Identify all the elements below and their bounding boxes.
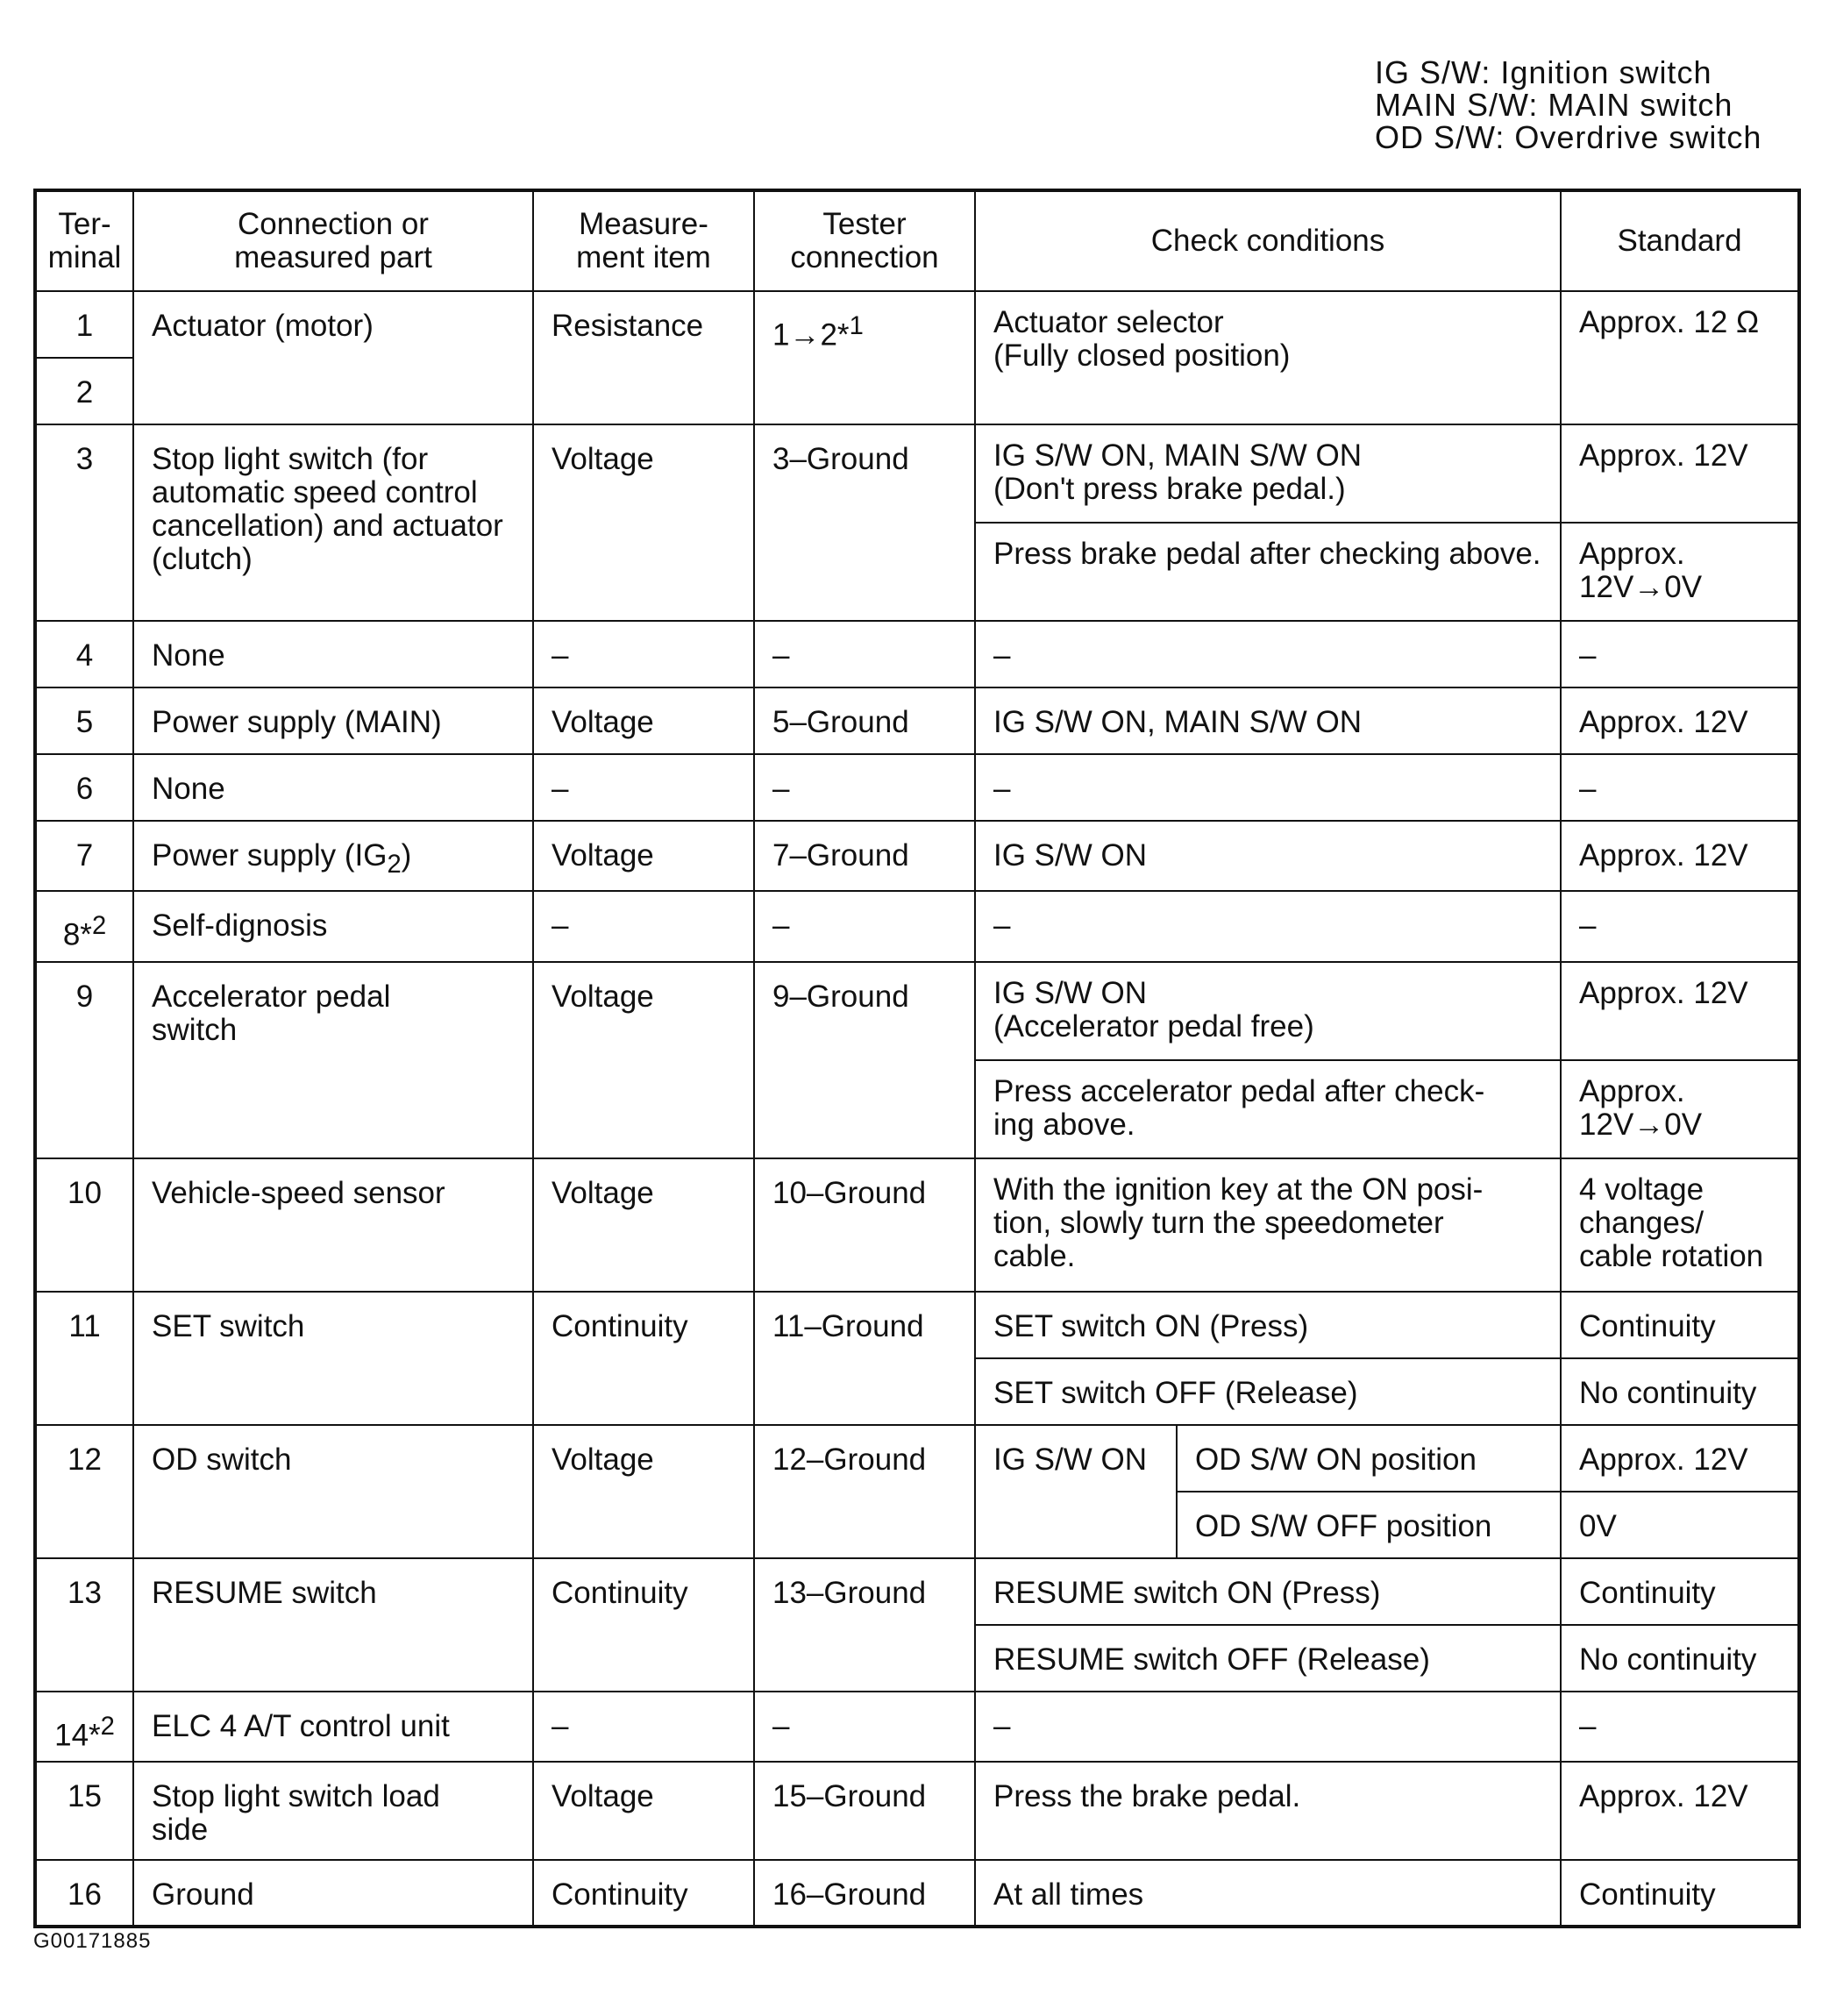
legend-ig: IG S/W: Ignition switch — [1375, 54, 1712, 90]
standard-cell: – — [1561, 754, 1799, 821]
item-cell: Voltage — [533, 1425, 754, 1558]
condition-main-cell: IG S/W ON — [975, 1425, 1177, 1558]
tester-cell: 1→2*$^1$ — [754, 291, 975, 424]
standard-cell: Approx. 12 Ω — [1561, 291, 1799, 424]
terminal-cell: 13 — [35, 1558, 133, 1692]
part-cell: Ground — [133, 1860, 533, 1927]
terminal-cell: 10 — [35, 1158, 133, 1292]
table-row — [35, 1158, 1799, 1292]
condition-cell: – — [975, 754, 1561, 821]
tester-cell: – — [754, 891, 975, 962]
table-row — [35, 1762, 1799, 1860]
condition-cell: SET switch ON (Press) — [975, 1292, 1561, 1358]
terminal-cell: 4 — [35, 621, 133, 687]
terminal-cell: 3 — [35, 424, 133, 621]
item-cell: Voltage — [533, 424, 754, 621]
terminal-cell: 9 — [35, 962, 133, 1158]
condition-cell: RESUME switch ON (Press) — [975, 1558, 1561, 1625]
standard-cell: Continuity — [1561, 1558, 1799, 1625]
item-cell: – — [533, 1692, 754, 1763]
item-cell: Voltage — [533, 821, 754, 891]
part-cell: Stop light switch load side — [133, 1762, 533, 1860]
standard-cell: No continuity — [1561, 1625, 1799, 1692]
standard-cell: Approx. 12V — [1561, 424, 1799, 523]
terminal-cell: 7 — [35, 821, 133, 891]
figure-code: G00171885 — [33, 1929, 152, 1953]
item-cell: Voltage — [533, 1158, 754, 1292]
tester-cell: 13–Ground — [754, 1558, 975, 1692]
tester-cell: 7–Ground — [754, 821, 975, 891]
abbreviation-legend — [1375, 56, 1761, 153]
part-cell: Stop light switch (for automatic speed control cancellation) and actuator (clutch) — [133, 424, 533, 621]
part-cell: Actuator (motor) — [133, 291, 533, 424]
condition-cell: OD S/W ON position — [1177, 1425, 1561, 1492]
terminal-cell: 1 — [35, 291, 133, 358]
terminal-cell: 16 — [35, 1860, 133, 1927]
condition-cell: With the ignition key at the ON posi- tion, slowly turn the speedometer cable. — [975, 1158, 1561, 1292]
condition-cell: SET switch OFF (Release) — [975, 1358, 1561, 1425]
condition-cell: Press brake pedal after checking above. — [975, 523, 1561, 621]
tester-cell: 10–Ground — [754, 1158, 975, 1292]
tester-cell: 11–Ground — [754, 1292, 975, 1425]
standard-cell: Continuity — [1561, 1292, 1799, 1358]
item-cell: Resistance — [533, 291, 754, 424]
legend-main: MAIN S/W: MAIN switch — [1375, 87, 1733, 123]
table-row — [35, 291, 1799, 358]
tester-cell: – — [754, 1692, 975, 1763]
tester-cell: 9–Ground — [754, 962, 975, 1158]
standard-cell: No continuity — [1561, 1358, 1799, 1425]
condition-cell: – — [975, 621, 1561, 687]
condition-cell: IG S/W ON (Accelerator pedal free) — [975, 962, 1561, 1060]
condition-cell: IG S/W ON, MAIN S/W ON — [975, 687, 1561, 754]
tester-cell: – — [754, 754, 975, 821]
tester-cell: 12–Ground — [754, 1425, 975, 1558]
terminal-check-table — [33, 189, 1801, 1928]
part-cell: Power supply (MAIN) — [133, 687, 533, 754]
standard-cell: Approx. 12V — [1561, 821, 1799, 891]
standard-cell: 4 voltage changes/ cable rotation — [1561, 1158, 1799, 1292]
condition-cell: – — [975, 891, 1561, 962]
table-row — [35, 1692, 1799, 1763]
table-row — [35, 1292, 1799, 1358]
standard-cell: – — [1561, 621, 1799, 687]
standard-cell: Approx. 12V — [1561, 1425, 1799, 1492]
item-cell: Voltage — [533, 687, 754, 754]
standard-cell: Approx. 12V — [1561, 687, 1799, 754]
header-part: Connection or measured part — [133, 190, 533, 291]
header-terminal: Ter- minal — [35, 190, 133, 291]
condition-cell: At all times — [975, 1860, 1561, 1927]
condition-cell: RESUME switch OFF (Release) — [975, 1625, 1561, 1692]
legend-od: OD S/W: Overdrive switch — [1375, 119, 1762, 155]
condition-cell: Press accelerator pedal after check- ing above. — [975, 1060, 1561, 1158]
table-row — [35, 962, 1799, 1060]
condition-cell — [975, 291, 1561, 424]
condition-cell: OD S/W OFF position — [1177, 1492, 1561, 1558]
terminal-cell: 15 — [35, 1762, 133, 1860]
standard-cell: Approx. 12V→0V — [1561, 523, 1799, 621]
table-row — [35, 891, 1799, 962]
part-cell: None — [133, 754, 533, 821]
condition-cell: – — [975, 1692, 1561, 1763]
terminal-cell: 14*$^2$ — [35, 1692, 133, 1763]
table-row — [35, 1558, 1799, 1625]
tester-cell: 16–Ground — [754, 1860, 975, 1927]
item-cell: – — [533, 621, 754, 687]
tester-cell: – — [754, 621, 975, 687]
standard-cell: 0V — [1561, 1492, 1799, 1558]
terminal-cell: 12 — [35, 1425, 133, 1558]
condition-line: Actuator selector — [993, 305, 1224, 339]
table-row — [35, 1860, 1799, 1927]
table-row — [35, 754, 1799, 821]
condition-cell: IG S/W ON, MAIN S/W ON (Don't press brake pedal.) — [975, 424, 1561, 523]
table-row — [35, 821, 1799, 891]
tester-cell: 15–Ground — [754, 1762, 975, 1860]
part-cell: OD switch — [133, 1425, 533, 1558]
standard-cell: – — [1561, 891, 1799, 962]
table-row — [35, 424, 1799, 523]
part-cell: Vehicle-speed sensor — [133, 1158, 533, 1292]
item-cell: Continuity — [533, 1860, 754, 1927]
terminal-cell: 6 — [35, 754, 133, 821]
part-cell: Power supply $(IG_2)$ — [133, 821, 533, 891]
terminal-cell: 11 — [35, 1292, 133, 1425]
item-cell: Continuity — [533, 1558, 754, 1692]
header-standard: Standard — [1561, 190, 1799, 291]
condition-line: (Fully closed position) — [993, 338, 1291, 373]
header-conditions: Check conditions — [975, 190, 1561, 291]
part-cell: Accelerator pedal switch — [133, 962, 533, 1158]
item-cell: Continuity — [533, 1292, 754, 1425]
item-cell: Voltage — [533, 1762, 754, 1860]
item-cell: – — [533, 754, 754, 821]
table-row — [35, 687, 1799, 754]
standard-cell: Approx. 12V→0V — [1561, 1060, 1799, 1158]
condition-cell: IG S/W ON — [975, 821, 1561, 891]
table-row — [35, 621, 1799, 687]
standard-cell: Approx. 12V — [1561, 1762, 1799, 1860]
terminal-cell: 5 — [35, 687, 133, 754]
header-item: Measure- ment item — [533, 190, 754, 291]
standard-cell: – — [1561, 1692, 1799, 1763]
tester-cell: 3–Ground — [754, 424, 975, 621]
standard-cell: Approx. 12V — [1561, 962, 1799, 1060]
part-cell: RESUME switch — [133, 1558, 533, 1692]
item-cell: Voltage — [533, 962, 754, 1158]
tester-cell: 5–Ground — [754, 687, 975, 754]
part-cell: SET switch — [133, 1292, 533, 1425]
item-cell: – — [533, 891, 754, 962]
part-cell: ELC 4 A/T control unit — [133, 1692, 533, 1763]
standard-cell: Continuity — [1561, 1860, 1799, 1927]
condition-cell: Press the brake pedal. — [975, 1762, 1561, 1860]
table-row — [35, 1425, 1799, 1492]
terminal-cell: 2 — [35, 358, 133, 424]
part-cell: Self-dignosis — [133, 891, 533, 962]
part-cell: None — [133, 621, 533, 687]
header-row — [35, 190, 1799, 291]
terminal-cell: 8*$^2$ — [35, 891, 133, 962]
header-tester: Tester connection — [754, 190, 975, 291]
